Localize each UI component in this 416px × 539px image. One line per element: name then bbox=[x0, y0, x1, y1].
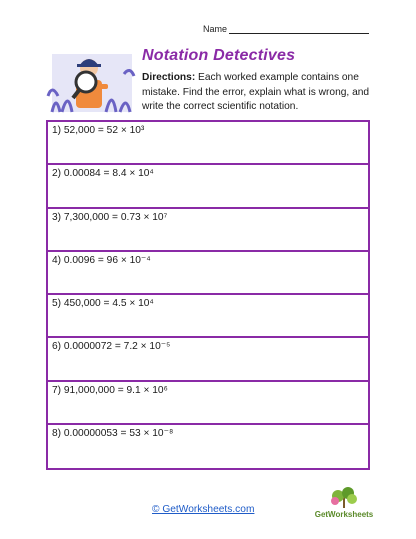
problem-row[interactable] bbox=[48, 295, 368, 338]
problem-text: 1) 52,000 = 52 × 10³ bbox=[52, 125, 145, 136]
name-label: Name bbox=[203, 24, 228, 34]
problem-row[interactable] bbox=[48, 252, 368, 295]
problem-row[interactable] bbox=[48, 165, 368, 208]
problem-row[interactable] bbox=[48, 382, 368, 425]
name-line bbox=[229, 24, 369, 34]
problem-text: 8) 0.00000053 = 53 × 10⁻⁸ bbox=[52, 427, 174, 439]
logo-text: GetWorksheets bbox=[314, 510, 374, 519]
problem-row[interactable] bbox=[48, 209, 368, 252]
problem-row[interactable] bbox=[48, 338, 368, 381]
footer-link[interactable]: © GetWorksheets.com bbox=[152, 504, 255, 515]
detective-magnifier-icon bbox=[46, 44, 136, 116]
worksheet-title: Notation Detectives bbox=[142, 47, 296, 64]
directions-text: Each worked example contains one mistake. Find the error, explain what is wrong, and write the correct scientific notation. bbox=[142, 72, 370, 112]
problem-text: 7) 91,000,000 = 9.1 × 10⁶ bbox=[52, 384, 168, 396]
problem-text: 4) 0.0096 = 96 × 10⁻⁴ bbox=[52, 254, 151, 266]
problem-text: 6) 0.0000072 = 7.2 × 10⁻⁵ bbox=[52, 341, 171, 353]
problem-text: 3) 7,300,000 = 0.73 × 10⁷ bbox=[52, 211, 168, 223]
problem-text: 2) 0.00084 = 8.4 × 10⁴ bbox=[52, 168, 154, 180]
problem-row[interactable] bbox=[48, 122, 368, 165]
problem-text: 5) 450,000 = 4.5 × 10⁴ bbox=[52, 298, 154, 309]
directions-label: Directions: bbox=[142, 72, 196, 83]
problem-row[interactable] bbox=[48, 425, 368, 468]
name-field bbox=[203, 24, 369, 34]
directions bbox=[142, 71, 374, 115]
problem-list bbox=[46, 120, 370, 470]
